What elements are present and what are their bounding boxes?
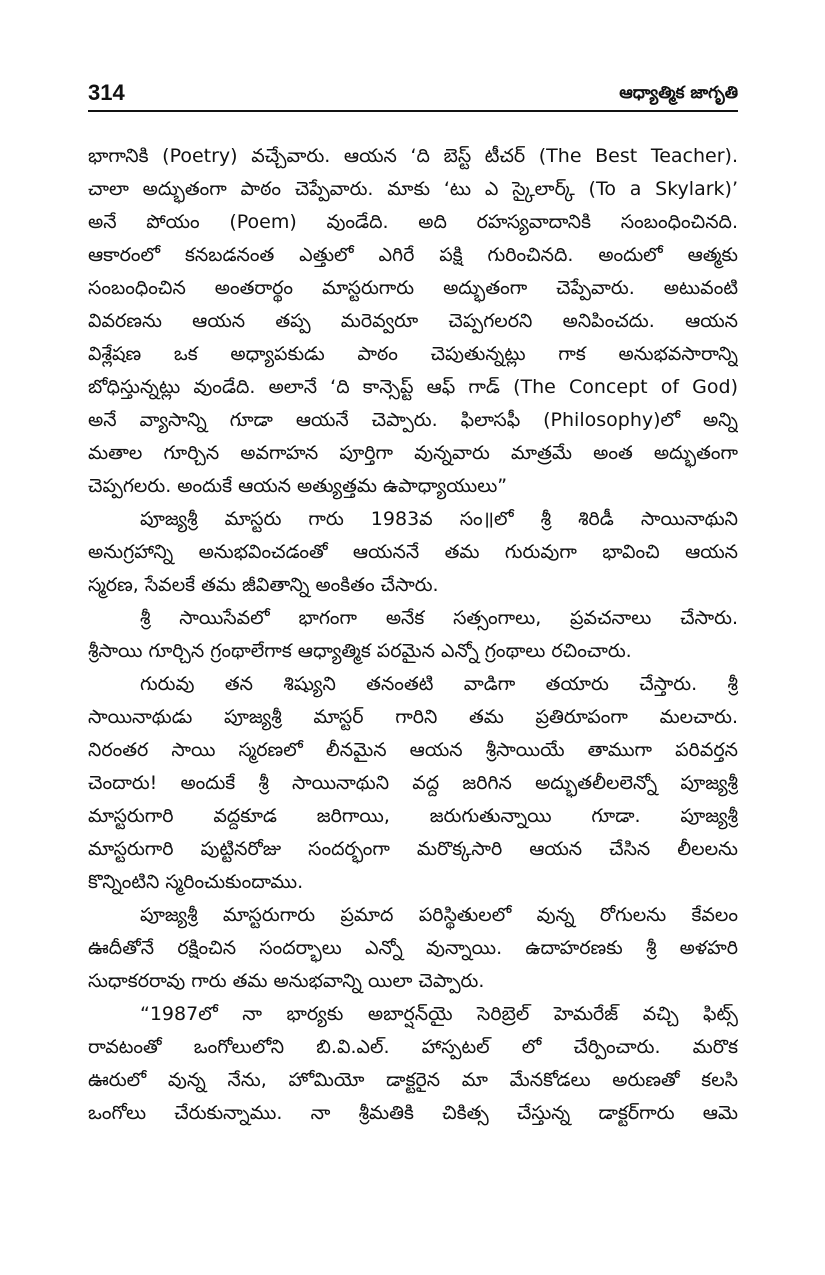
text-line: పూజ్యశ్రీ మాస్టరు గారు 1983వ సం॥లో శ్రీ శిరిడీ సాయినాథుని [140,508,738,530]
text-line: రావటంతో ఒంగోలులోని బి.వి.ఎల్. హాస్పటల్ లో చేర్పించారు. మరొక [88,1036,738,1058]
header-rule [88,110,738,112]
paragraph [88,503,738,602]
text-line: స్మరణ, సేవలకే తమ జీవితాన్ని అంకితం చేసారు. [88,574,439,596]
text-line: సుధాకరరావు గారు తమ అనుభవాన్ని యిలా చెప్పారు. [88,970,485,992]
text-line: పూజ్యశ్రీ మాస్టరుగారు ప్రమాద పరిస్థితులలో వున్న రోగులను కేవలం [140,904,738,926]
text-line: చాలా అద్భుతంగా పాఠం చెప్పేవారు. మాకు ‘టు ఎ స్కైలార్క్ (To a Skylark)’ [88,178,738,200]
text-line: గురువు తన శిష్యుని తనంతటి వాడిగా తయారు చేస్తారు. శ్రీ [140,673,738,695]
text-line: బోధిస్తున్నట్లు వుండేది. అలానే ‘ది కాన్సెప్ట్ ఆఫ్ గాడ్ (The Concept of God) [88,376,738,398]
text-line: శ్రీసాయి గూర్చిన గ్రంథాలేగాక ఆధ్యాత్మిక పరమైన ఎన్నో గ్రంథాలు రచించారు. [88,640,632,662]
text-line: చెప్పగలరు. అందుకే ఆయన అత్యుత్తమ ఉపాధ్యాయులు” [88,475,508,497]
text-line: అనే వ్యాసాన్ని గూడా ఆయనే చెప్పారు. ఫిలాసఫీ (Philosophy)లో అన్ని [88,409,738,431]
text-line: మతాల గూర్చిన అవగాహన పూర్తిగా వున్నవారు మాత్రమే అంత అద్భుతంగా [88,442,738,464]
text-line: మాస్టరుగారి పుట్టినరోజు సందర్భంగా మరొక్కసారి ఆయన చేసిన లీలలను [88,838,738,860]
text-line: అనే పోయం (Poem) వుండేది. అది రహస్యవాదానికి సంబంధించినది. [88,211,738,233]
text-line: సాయినాథుడు పూజ్యశ్రీ మాస్టర్ గారిని తమ ప్రతిరూపంగా మలచారు. [88,706,738,728]
paragraph [88,602,738,668]
text-line: భాగానికి (Poetry) వచ్చేవారు. ఆయన ‘ది బెస్ట్ టీచర్ (The Best Teacher). [88,145,738,167]
running-title: ఆధ్యాత్మిక జాగృతి [619,83,738,103]
text-line: శ్రీ సాయిసేవలో భాగంగా అనేక సత్సంగాలు, ప్రవచనాలు చేసారు. [140,607,738,629]
text-line: ఒంగోలు చేరుకున్నాము. నా శ్రీమతికి చికిత్స చేస్తున్న డాక్టర్‌గారు ఆమె [88,1102,738,1124]
text-line: “1987లో నా భార్యకు అబార్షన్‌యై సెరిబ్రెల్ హెమరేజ్ వచ్చి ఫిట్స్ [140,1003,738,1025]
text-line: అనుగ్రహాన్ని అనుభవించడంతో ఆయననే తమ గురువుగా భావించి ఆయన [88,541,738,563]
text-line: మాస్టరుగారి వద్దకూడ జరిగాయి, జరుగుతున్నాయి గూడా. పూజ్యశ్రీ [88,805,738,827]
text-line: ఊదీతోనే రక్షించిన సందర్భాలు ఎన్నో వున్నాయి. ఉదాహరణకు శ్రీ అళహరి [88,937,738,959]
page-number: 314 [88,80,125,105]
text-line: చెందారు! అందుకే శ్రీ సాయినాథుని వద్ద జరిగిన అద్భుతలీలలెన్నో పూజ్యశ్రీ [88,772,738,794]
text-line: వివరణను ఆయన తప్ప మరెవ్వరూ చెప్పగలరని అనిపించదు. ఆయన [88,310,738,332]
text-line: ఆకారంలో కనబడనంత ఎత్తులో ఎగిరే పక్షి గురించినది. అందులో ఆత్మకు [88,244,738,266]
text-line: సంబంధించిన అంతరార్థం మాస్టరుగారు అద్భుతంగా చెప్పేవారు. అటువంటి [88,277,738,299]
body-text [88,140,738,1130]
paragraph [88,668,738,899]
text-line: నిరంతర సాయి స్మరణలో లీనమైన ఆయన శ్రీసాయియే తాముగా పరివర్తన [88,739,738,761]
text-line: విశ్లేషణ ఒక అధ్యాపకుడు పాఠం చెపుతున్నట్లు గాక అనుభవసారాన్ని [88,343,738,365]
paragraph [88,899,738,998]
text-line: ఊరులో వున్న నేను, హోమియో డాక్టరైన మా మేనకోడలు అరుణతో కలసి [88,1069,738,1091]
paragraph [88,998,738,1130]
text-line: కొన్నింటిని స్మరించుకుందాము. [88,871,304,893]
running-header [88,78,738,108]
paragraph [88,140,738,503]
